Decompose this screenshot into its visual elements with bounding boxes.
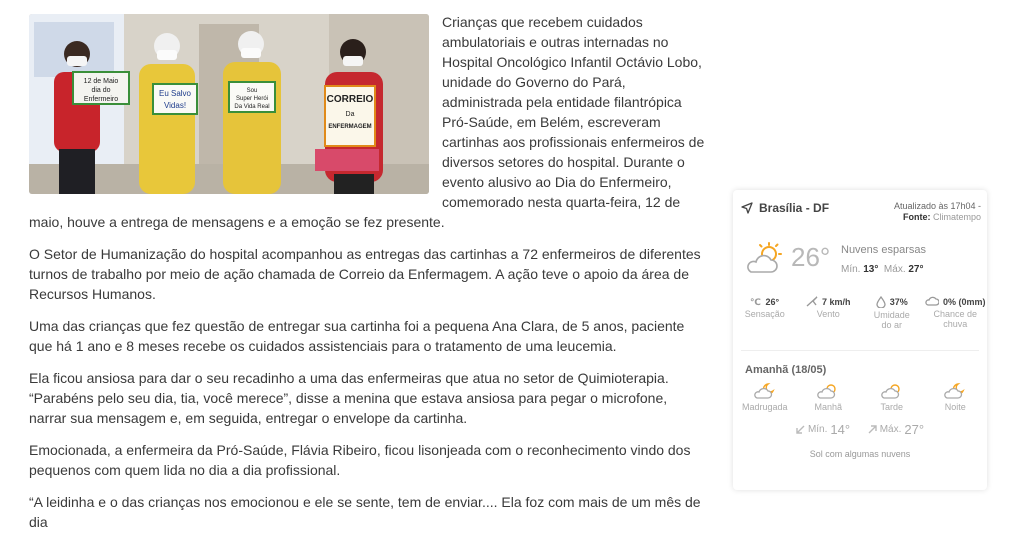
tomorrow-range bbox=[733, 422, 987, 437]
stat-value: 26° bbox=[765, 296, 780, 307]
stat-label: Chance de chuva bbox=[933, 309, 978, 329]
paragraph-4: Ela ficou ansiosa para dar o seu recadinho a uma das enfermeiras que atua no setor de Quimioterapia. “Parabéns pelo seu dia, tia, você merece”, disse a menina que estava ansiosa para pegar o microfone, narrar sua mensagem e, em seguida, entregar o envelope da cartinha. bbox=[29, 370, 669, 426]
svg-text:Enfermeiro: Enfermeiro bbox=[83, 96, 119, 103]
paragraph-3: Uma das crianças que fez questão de entregar sua cartinha foi a pequena Ana Clara, de 5 anos, paciente que há 1 ano e 8 meses recebe os cuidados assistenciais para o tratamento de uma leucemia. bbox=[29, 318, 685, 354]
moon-cloud-icon bbox=[754, 382, 776, 400]
stat-umidade bbox=[860, 296, 924, 330]
svg-text:℃: ℃ bbox=[750, 298, 762, 307]
paragraph-2: O Setor de Humanização do hospital acompanhou as entregas das cartinhas a 72 enfermeiros de diferentes turnos de trabalho por meio de ação chamada de Correio da Enfermagem. A ação teve o apoio da área de Recursos Humanos. bbox=[29, 246, 701, 302]
svg-text:Sou: Sou bbox=[246, 88, 258, 94]
wind-icon bbox=[806, 296, 818, 307]
tomorrow-min-label: Mín. bbox=[807, 424, 828, 435]
sign-dia-do-enfermeiro bbox=[73, 72, 129, 104]
weather-temperature: 26° bbox=[791, 242, 831, 272]
location-arrow-icon bbox=[741, 202, 753, 214]
weather-condition: Nuvens esparsas bbox=[841, 244, 926, 256]
weather-source-label: Fonte: bbox=[902, 212, 931, 222]
sun-cloud-icon bbox=[817, 382, 839, 400]
weather-widget bbox=[733, 190, 987, 490]
partly-cloudy-icon bbox=[745, 242, 785, 281]
weather-city: Brasília - DF bbox=[759, 201, 830, 215]
arrow-down-icon bbox=[796, 425, 805, 434]
stat-value: 0% (0mm) bbox=[942, 296, 986, 307]
weather-updated-time: Atualizado às 17h04 - bbox=[893, 201, 981, 211]
paragraph-1: Crianças que recebem cuidados ambulatoriais e outras internadas no Hospital Oncológico Infantil Octávio Lobo, unidade do Governo do Pará, administrada pela entidade filantrópica Pró-Saúde, em Belém, escreveram cartinhas aos profissionais enfermeiros de diversos setores do hospital. Durante o evento alusivo ao Dia do Enfermeiro, comemorado nesta quarta-feira, 12 de maio, houve a entrega de mensagens e a emoção se fez presente. bbox=[29, 14, 705, 230]
period-label: Manhã bbox=[814, 402, 843, 412]
stat-chuva bbox=[924, 296, 988, 330]
paragraph-5: Emocionada, a enfermeira da Pró-Saúde, Flávia Ribeiro, ficou lisonjeada com o reconhecimento vindo dos pequenos com quem lida no dia a dia profissional. bbox=[29, 442, 691, 478]
sign-super-heroi bbox=[229, 82, 275, 112]
svg-text:Vidas!: Vidas! bbox=[163, 101, 187, 110]
paragraph-6: “A leidinha e o das crianças nos emocionou e ele se sente, tem de enviar.... Ela foz com mais de um mês de dia bbox=[29, 494, 701, 530]
weather-location[interactable] bbox=[741, 201, 829, 215]
svg-text:Da Vida Real: Da Vida Real bbox=[234, 104, 270, 110]
svg-text:CORREIO: CORREIO bbox=[326, 94, 374, 105]
article bbox=[29, 12, 705, 544]
thermometer-icon bbox=[750, 296, 761, 307]
weather-stats bbox=[733, 296, 987, 330]
tomorrow-condition: Sol com algumas nuvens bbox=[809, 449, 911, 459]
sign-eu-salvo-vidas bbox=[153, 84, 197, 114]
drop-icon bbox=[876, 296, 886, 308]
period-noite bbox=[924, 382, 988, 412]
stat-label: Umidade do ar bbox=[873, 310, 910, 330]
svg-text:Da: Da bbox=[345, 111, 355, 118]
period-tarde bbox=[860, 382, 924, 412]
weather-updated bbox=[894, 201, 981, 223]
max-label: Máx. bbox=[883, 264, 906, 275]
stat-sensacao bbox=[733, 296, 797, 330]
tomorrow-periods bbox=[733, 382, 987, 412]
stat-vento bbox=[797, 296, 861, 330]
svg-text:Eu Salvo: Eu Salvo bbox=[158, 89, 192, 98]
gift-basket bbox=[315, 149, 379, 171]
period-manha bbox=[797, 382, 861, 412]
period-label: Tarde bbox=[880, 402, 903, 412]
stat-label: Sensação bbox=[744, 309, 785, 319]
svg-text:12 de Maio: 12 de Maio bbox=[83, 78, 119, 85]
stat-label: Vento bbox=[816, 309, 840, 319]
sign-correio-enfermagem bbox=[325, 86, 375, 146]
min-label: Mín. bbox=[841, 264, 861, 275]
article-photo bbox=[29, 14, 429, 194]
stat-value: 7 km/h bbox=[821, 296, 851, 307]
tomorrow-max: 27° bbox=[904, 422, 925, 437]
sun-cloud-icon bbox=[881, 382, 903, 400]
period-label: Noite bbox=[944, 402, 966, 412]
arrow-up-icon bbox=[868, 425, 877, 434]
stat-value: 37% bbox=[889, 297, 908, 307]
min-value: 13° bbox=[863, 264, 879, 275]
tomorrow-max-label: Máx. bbox=[879, 424, 902, 435]
weather-minmax bbox=[841, 264, 924, 275]
divider bbox=[741, 350, 979, 351]
weather-source[interactable]: Climatempo bbox=[932, 212, 981, 222]
max-value: 27° bbox=[908, 264, 924, 275]
period-madrugada bbox=[733, 382, 797, 412]
moon-cloud-icon bbox=[944, 382, 966, 400]
period-label: Madrugada bbox=[741, 402, 788, 412]
svg-text:ENFERMAGEM: ENFERMAGEM bbox=[328, 124, 372, 130]
svg-text:dia do: dia do bbox=[91, 87, 111, 94]
cloud-rain-icon bbox=[925, 296, 939, 307]
tomorrow-title: Amanhã (18/05) bbox=[745, 364, 827, 376]
svg-text:Super Herói: Super Herói bbox=[235, 96, 269, 102]
tomorrow-min: 14° bbox=[830, 422, 851, 437]
